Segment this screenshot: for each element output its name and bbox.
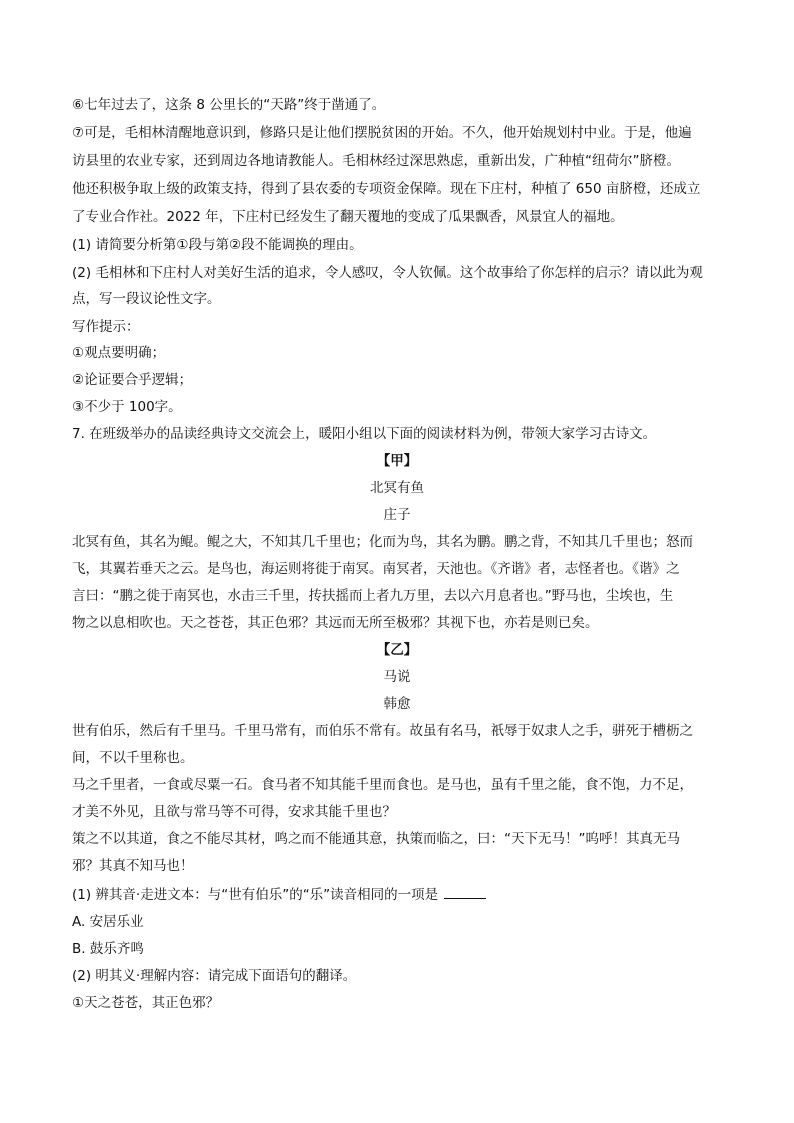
jia-text-line: 飞，其翼若垂天之云。是鸟也，海运则将徙于南冥。南冥者，天池也。《齐谐》者，志怪者也。《谐》之 xyxy=(72,561,680,577)
paragraph-7-line: 了专业合作社。2022 年，下庄村已经发生了翻天覆地的变成了瓜果飘香，风景宜人的福地。 xyxy=(72,209,624,225)
sub-question-1 xyxy=(72,886,732,904)
yi-text-line: 世有伯乐，然后有千里马。千里马常有，而伯乐不常有。故虽有名马，祇辱于奴隶人之手，骈死于槽枥之 xyxy=(72,723,693,739)
section-jia-title: 北冥有鱼 xyxy=(370,480,424,496)
sub-question-2-item: ①天之苍苍，其正色邪？ xyxy=(72,995,220,1011)
paragraph-7-line: 访县里的农业专家，还到周边各地请教能人。毛相林经过深思熟虑，重新出发，广种植“纽荷尔”脐橙。 xyxy=(72,153,680,169)
sub-question-1-text: (1) 辨其音·走进文本：与“世有伯乐”的“乐”读音相同的一项是 xyxy=(72,887,439,903)
option-b: B. 鼓乐齐鸣 xyxy=(72,941,144,957)
jia-text-line: 言曰：“鹏之徙于南冥也，水击三千里，抟扶摇而上者九万里，去以六月息者也。”野马也，尘埃也，生 xyxy=(72,588,674,604)
option-a: A. 安居乐业 xyxy=(72,914,144,930)
paragraph-7-line: 他还积极争取上级的政策支持，得到了县农委的专项资金保障。现在下庄村，种植了 650 亩脐橙，还成立 xyxy=(72,181,701,197)
section-jia-author: 庄子 xyxy=(383,507,411,523)
writing-tip: ③不少于 100字。 xyxy=(72,399,182,415)
jia-text-line: 北冥有鱼，其名为鲲。鲲之大，不知其几千里也；化而为鸟，其名为鹏。鹏之背，不知其几千里也；怒而 xyxy=(72,534,693,550)
section-jia-label: 【甲】 xyxy=(376,453,418,469)
question-2-line: (2) 毛相林和下庄村人对美好生活的追求，令人感叹，令人钦佩。这个故事给了你怎样的启示？请以此为观 xyxy=(72,265,703,281)
paragraph-7-line: ⑦可是，毛相林清醒地意识到，修路只是让他们摆脱贫困的开始。不久，他开始规划村中业。于是，他遍 xyxy=(72,125,692,141)
paragraph-6: ⑥七年过去了，这条 8 公里长的“天路”终于凿通了。 xyxy=(72,97,386,113)
answer-blank[interactable] xyxy=(444,886,486,899)
question-1: (1) 请简要分析第①段与第②段不能调换的理由。 xyxy=(72,237,363,253)
section-yi-author: 韩愈 xyxy=(383,696,411,712)
section-yi-label: 【乙】 xyxy=(376,642,418,658)
yi-text-line: 邪？其真不知马也！ xyxy=(72,858,194,874)
question-2-line: 点，写一段议论性文字。 xyxy=(72,291,221,307)
yi-text-line: 才美不外见，且欲与常马等不可得，安求其能千里也？ xyxy=(72,804,396,820)
question-7: 7. 在班级举办的品读经典诗文交流会上，暖阳小组以下面的阅读材料为例，带领大家学习古诗文。 xyxy=(72,426,657,442)
writing-tip: ②论证要合乎逻辑； xyxy=(72,372,193,388)
yi-text-line: 策之不以其道，食之不能尽其材，鸣之而不能通其意，执策而临之，曰：“天下无马！”呜呼！其真无马 xyxy=(72,831,680,847)
section-yi-title: 马说 xyxy=(383,669,411,685)
jia-text-line: 物之以息相吹也。天之苍苍，其正色邪？其远而无所至极邪？其视下也，亦若是则已矣。 xyxy=(72,615,599,631)
writing-tip: ①观点要明确； xyxy=(72,345,166,361)
sub-question-2: (2) 明其义·理解内容：请完成下面语句的翻译。 xyxy=(72,968,357,984)
yi-text-line: 马之千里者，一食或尽粟一石。食马者不知其能千里而食也。是马也，虽有千里之能，食不饱，力不足， xyxy=(72,777,693,793)
yi-text-line: 间，不以千里称也。 xyxy=(72,750,194,766)
writing-tips-title: 写作提示： xyxy=(72,319,140,335)
